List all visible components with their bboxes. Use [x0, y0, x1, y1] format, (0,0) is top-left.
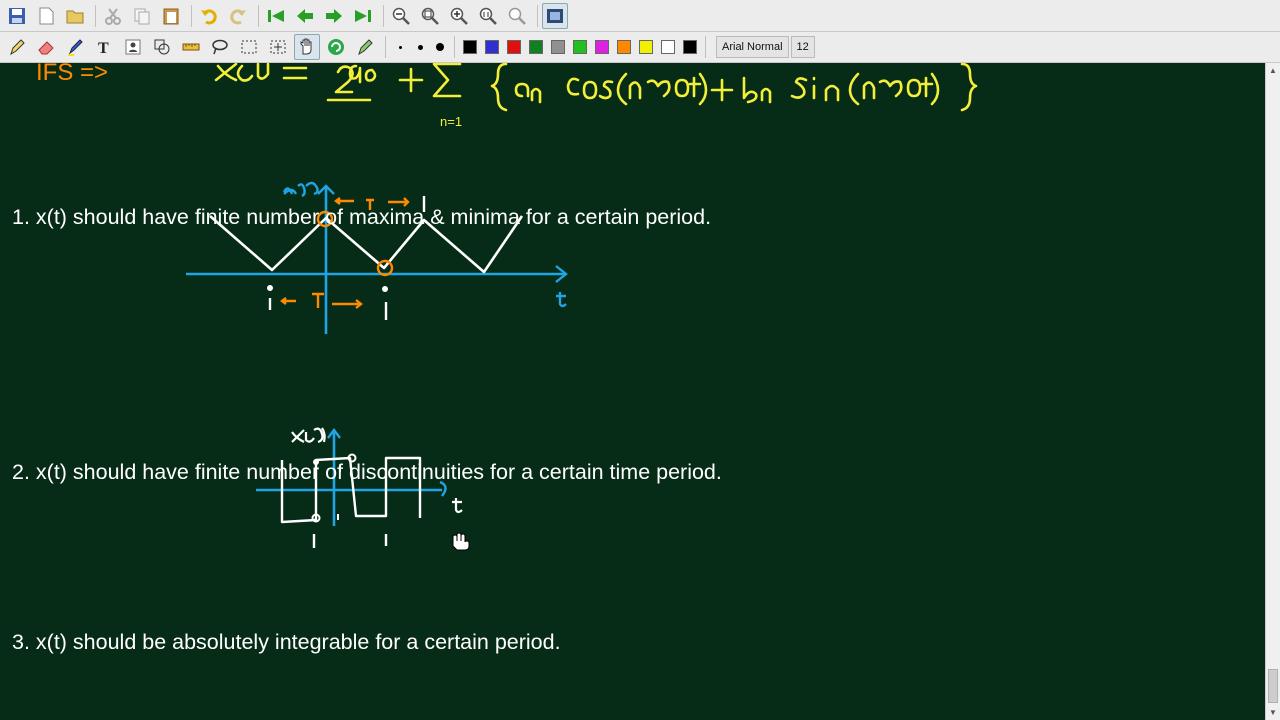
- toolbar-separator: [95, 5, 96, 27]
- summation-index-label: n=1: [440, 114, 463, 129]
- zoom-100-icon[interactable]: [475, 3, 501, 29]
- toolbar-separator: [385, 36, 386, 58]
- color-swatch-10[interactable]: [683, 40, 697, 54]
- thin-line-button[interactable]: [390, 34, 410, 60]
- toolbar-separator: [537, 5, 538, 27]
- color-swatch-5[interactable]: [573, 40, 587, 54]
- refresh-icon[interactable]: [323, 34, 349, 60]
- condition-2-text: 2. x(t) should have finite number of discontinuities for a certain time period.: [12, 460, 722, 484]
- stamp-icon[interactable]: [120, 34, 146, 60]
- copy-icon[interactable]: [129, 3, 155, 29]
- zoom-fit-icon[interactable]: [417, 3, 443, 29]
- undo-icon[interactable]: [196, 3, 222, 29]
- t-axis-label-2: [452, 498, 462, 512]
- save-icon[interactable]: [4, 3, 30, 29]
- color-palette: [459, 40, 701, 54]
- square-wave-diagram: [256, 428, 462, 548]
- color-swatch-6[interactable]: [595, 40, 609, 54]
- color-swatch-2[interactable]: [507, 40, 521, 54]
- color-swatch-7[interactable]: [617, 40, 631, 54]
- select-rectangle-icon[interactable]: [236, 34, 262, 60]
- ruler-icon[interactable]: [178, 34, 204, 60]
- thick-line-button[interactable]: [430, 34, 450, 60]
- open-folder-icon[interactable]: [62, 3, 88, 29]
- font-size-field[interactable]: 12: [791, 36, 815, 58]
- shapes-icon[interactable]: [149, 34, 175, 60]
- font-name-field[interactable]: Arial Normal: [716, 36, 789, 58]
- zoom-in-icon[interactable]: [446, 3, 472, 29]
- fourier-series-formula: [36, 63, 976, 129]
- pen-icon[interactable]: [4, 34, 30, 60]
- zoom-selection-icon[interactable]: [504, 3, 530, 29]
- scroll-down-arrow-icon[interactable]: ▼: [1269, 708, 1277, 717]
- toolbar-separator: [191, 5, 192, 27]
- toolbar-separator: [454, 36, 455, 58]
- hand-pan-icon[interactable]: [294, 34, 320, 60]
- drawing-toolbar: [0, 32, 1280, 63]
- toolbar-separator: [705, 36, 706, 58]
- period-arrow-bottom: [282, 294, 361, 308]
- xt-axis-label-2: [292, 428, 325, 442]
- handwriting-layer: [0, 63, 1265, 720]
- fill-pen-icon[interactable]: [352, 34, 378, 60]
- paste-icon[interactable]: [158, 3, 184, 29]
- color-swatch-8[interactable]: [639, 40, 653, 54]
- zoom-out-icon[interactable]: [388, 3, 414, 29]
- next-page-icon[interactable]: [321, 3, 347, 29]
- color-swatch-3[interactable]: [529, 40, 543, 54]
- color-swatch-0[interactable]: [463, 40, 477, 54]
- vertical-scrollbar[interactable]: [1265, 63, 1280, 720]
- medium-line-button[interactable]: [410, 34, 430, 60]
- lasso-icon[interactable]: [207, 34, 233, 60]
- last-page-icon[interactable]: [350, 3, 376, 29]
- xt-axis-label: [284, 183, 318, 196]
- scroll-up-arrow-icon[interactable]: ▲: [1269, 66, 1277, 75]
- condition-3-text: 3. x(t) should be absolutely integrable for a certain period.: [12, 630, 561, 654]
- scroll-thumb[interactable]: [1268, 669, 1278, 703]
- first-page-icon[interactable]: [263, 3, 289, 29]
- fullscreen-icon[interactable]: [542, 3, 568, 29]
- text-tool-icon[interactable]: [91, 34, 117, 60]
- color-swatch-9[interactable]: [661, 40, 675, 54]
- formula-prefix-label: IFS =>: [36, 63, 109, 86]
- color-swatch-1[interactable]: [485, 40, 499, 54]
- toolbar-separator: [383, 5, 384, 27]
- cut-icon[interactable]: [100, 3, 126, 29]
- color-swatch-4[interactable]: [551, 40, 565, 54]
- select-region-icon[interactable]: [265, 34, 291, 60]
- hand-cursor-icon: [453, 533, 469, 550]
- previous-page-icon[interactable]: [292, 3, 318, 29]
- t-axis-label: [556, 292, 566, 306]
- condition-1-text: 1. x(t) should have finite number of maxima & minima for a certain period.: [12, 205, 712, 229]
- highlighter-icon[interactable]: [62, 34, 88, 60]
- main-toolbar: [0, 0, 1280, 32]
- svg-text:T: T: [98, 40, 109, 57]
- whiteboard-canvas[interactable]: [0, 63, 1265, 720]
- toolbar-separator: [258, 5, 259, 27]
- eraser-icon[interactable]: [33, 34, 59, 60]
- new-page-icon[interactable]: [33, 3, 59, 29]
- redo-icon[interactable]: [225, 3, 251, 29]
